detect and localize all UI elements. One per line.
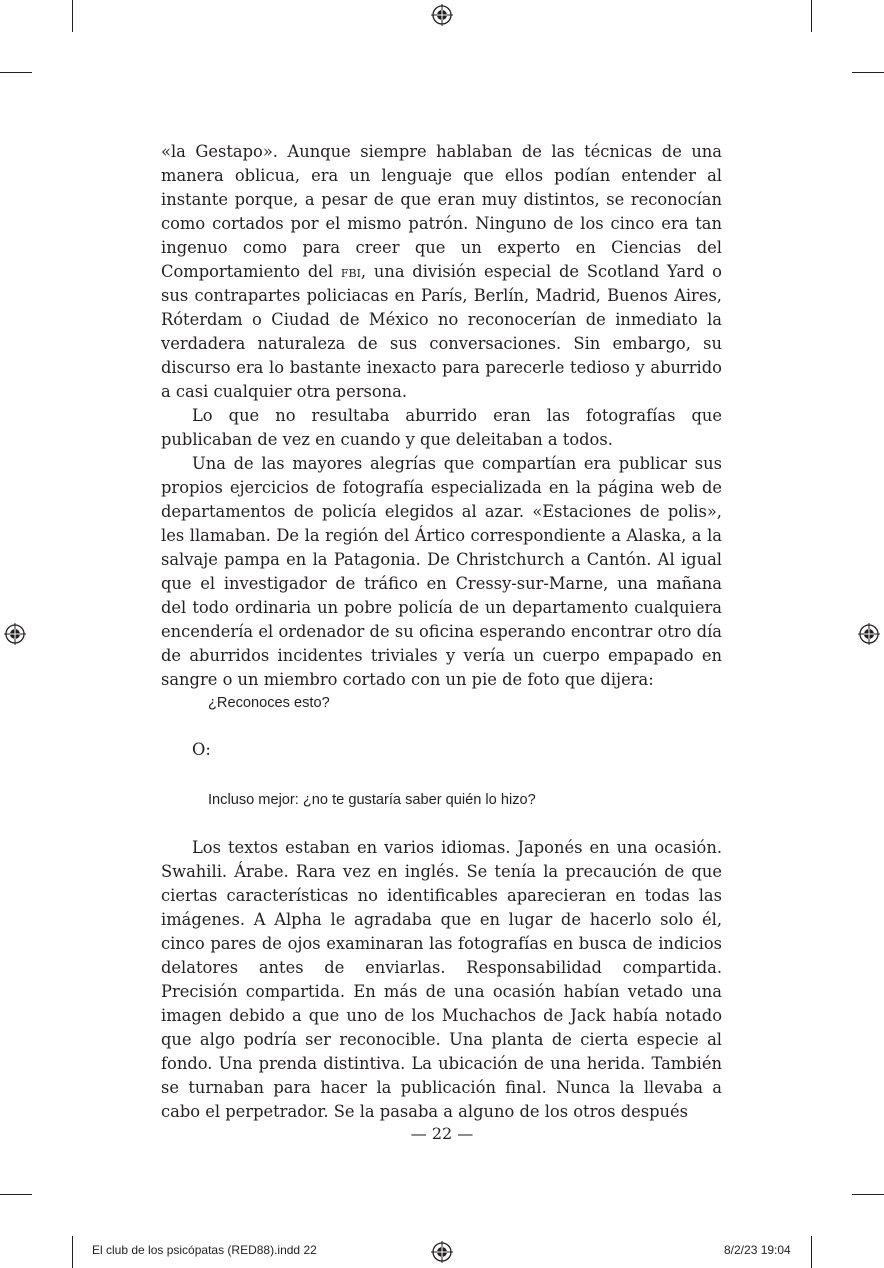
crop-mark-bottom-right	[811, 1236, 812, 1268]
body-text-lower	[161, 836, 722, 1124]
crop-mark-left-bottom	[0, 1194, 32, 1195]
quote-reconoces: ¿Reconoces esto?	[208, 695, 330, 711]
registration-mark-icon	[431, 1241, 453, 1263]
paragraph-1-text-b: , una división especial de Scotland Yard o sus contrapartes policiacas en París, Berlín, Madrid, Buenos Aires, Róterdam o Ciudad de México no reconocerían de inmediato la verdadera naturaleza de sus conversaciones. Sin embargo, su discurso era lo bastante inexacto para parecerle tedioso y aburrido a casi cualquier otra persona.	[161, 262, 722, 401]
body-text-upper	[161, 140, 722, 692]
crop-mark-right-bottom	[852, 1194, 884, 1195]
quote-incluso-mejor: Incluso mejor: ¿no te gustaría saber quién lo hizo?	[208, 792, 536, 808]
slug-file-name: El club de los psicópatas (RED88).indd 22	[92, 1243, 317, 1257]
registration-mark-icon	[858, 623, 880, 645]
fbi-abbreviation: fbi	[340, 262, 361, 281]
paragraph-1	[161, 140, 722, 404]
paragraph-3: Una de las mayores alegrías que compartían era publicar sus propios ejercicios de fotografía especializada en la página web de departamentos de policía elegidos al azar. «Estaciones de polis», les llamaban. De la región del Ártico correspondiente a Alaska, a la salvaje pampa en la Patagonia. De Christchurch a Cantón. Al igual que el investigador de tráfico en Cressy-sur-Marne, una mañana del todo ordinaria un pobre policía de un departamento cualquiera encendería el ordenador de su oficina esperando encontrar otro día de aburridos incidentes triviales y vería un cuerpo empapado en sangre o un miembro cortado con un pie de foto que dijera:	[161, 454, 722, 689]
o-line: O:	[192, 740, 211, 759]
paragraph-1-text-a: «la Gestapo». Aunque siempre hablaban de las técnicas de una manera oblicua, era un lenguaje que ellos podían entender al instante porque, a pesar de que eran muy distintos, se reconocían como cortados por el mismo patrón. Ninguno de los cinco era tan ingenuo como para creer que un experto en Ciencias del Comportamiento del	[161, 142, 722, 281]
crop-mark-bottom-left	[72, 1236, 73, 1268]
registration-mark-icon	[4, 623, 26, 645]
slug-datetime: 8/2/23 19:04	[724, 1243, 791, 1257]
registration-mark-icon	[431, 4, 453, 26]
paragraph-4: Los textos estaban en varios idiomas. Japonés en una ocasión. Swahili. Árabe. Rara vez en inglés. Se tenía la precaución de que ciertas características no identificables aparecieran en todas las imágenes. A Alpha le agradaba que en lugar de hacerlo solo él, cinco pares de ojos examinaran las fotografías en busca de indicios delatores antes de enviarlas. Responsabilidad compartida. Precisión compartida. En más de una ocasión habían vetado una imagen debido a que uno de los Muchachos de Jack había notado que algo podría ser reconocible. Una planta de cierta especie al fondo. Una prenda distintiva. La ubicación de una herida. También se turnaban para hacer la publicación final. Nunca la llevaba a cabo el perpetrador. Se la pasaba a alguno de los otros después	[161, 838, 722, 1121]
crop-mark-left-top	[0, 72, 32, 73]
crop-mark-top-left	[72, 0, 73, 32]
page-number: — 22 —	[410, 1124, 474, 1143]
paragraph-2: Lo que no resultaba aburrido eran las fotografías que publicaban de vez en cuando y que deleitaban a todos.	[161, 406, 722, 449]
crop-mark-right-top	[852, 72, 884, 73]
crop-mark-top-right	[811, 0, 812, 32]
